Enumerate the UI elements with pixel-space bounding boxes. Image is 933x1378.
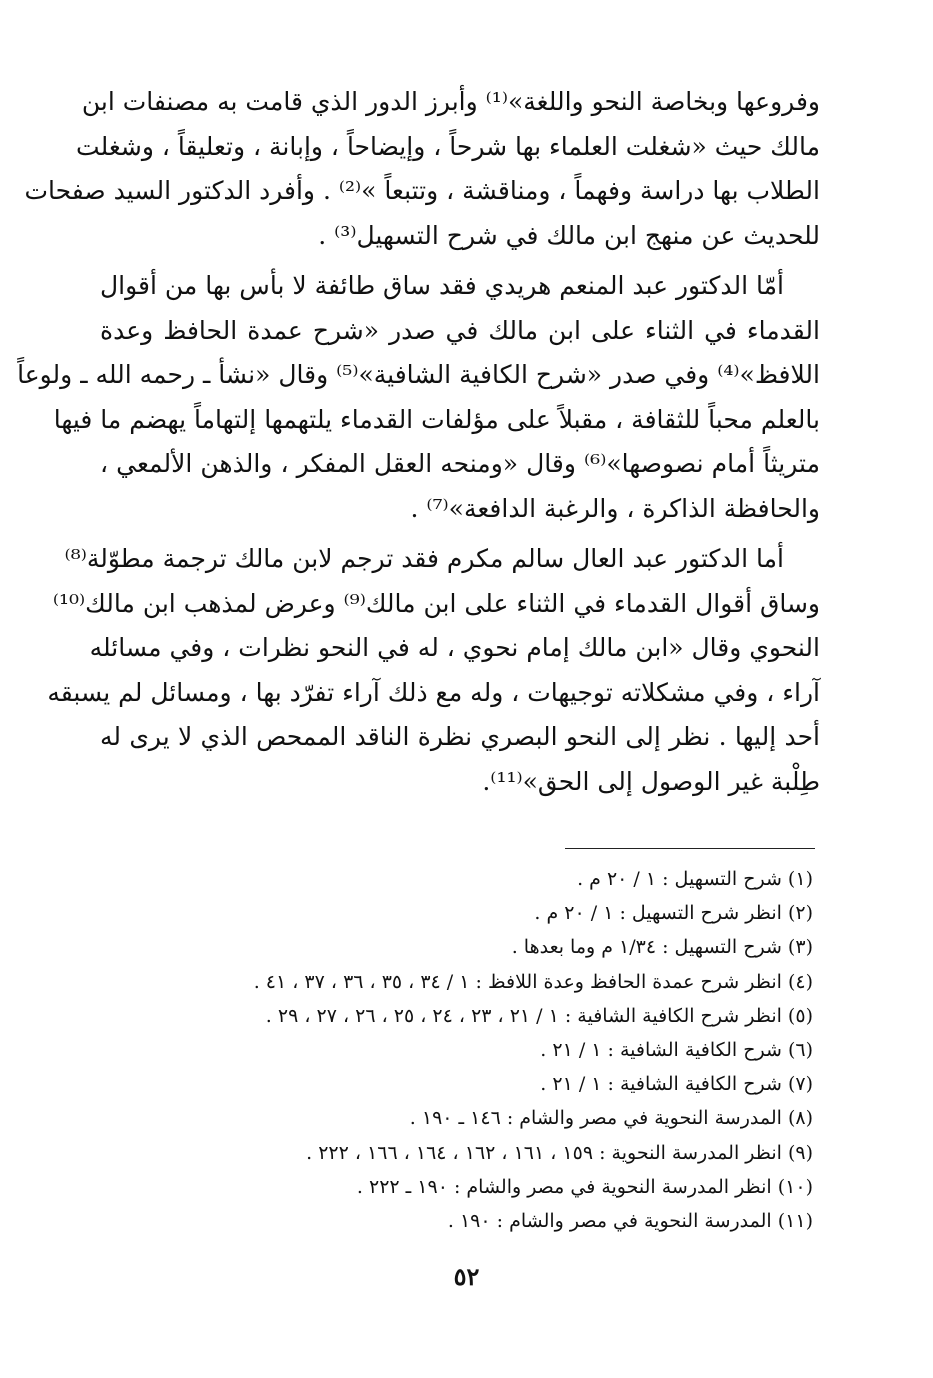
text-line: اللافظ»⁽⁴⁾ وفي صدر «شرح الكافية الشافية»⁽⁵⁾ وقال «نشأ ـ رحمه الله ـ ولوعاً bbox=[17, 360, 820, 389]
text-line: والحافظة الذاكرة ، والرغبة الدافعة»⁽⁷⁾ . bbox=[410, 493, 820, 523]
footnotes bbox=[123, 862, 813, 1238]
text-line: طِلْبة غير الوصول إلى الحق»⁽¹¹⁾. bbox=[482, 766, 820, 796]
footnote-8: (٨) المدرسة النحوية في مصر والشام : ١٤٦ ـ ١٩٠ . bbox=[409, 1107, 813, 1130]
footnote-6: (٦) شرح الكافية الشافية : ١ / ٢١ . bbox=[540, 1039, 813, 1062]
text-line: بالعلم محباً للثقافة ، مقبلاً على مؤلفات القدماء يلتهمها إلتهاماً يهضم ما فيها bbox=[53, 404, 820, 434]
text-line: وساق أقوال القدماء في الثناء على ابن مالك⁽⁹⁾ وعرض لمذهب ابن مالك⁽¹⁰⁾ bbox=[52, 588, 820, 618]
text-line: وفروعها وبخاصة النحو واللغة»⁽¹⁾ وأبرز الدور الذي قامت به مصنفات ابن bbox=[81, 87, 820, 116]
footnote-2: (٢) انظر شرح التسهيل : ١ / ٢٠ م . bbox=[534, 902, 813, 925]
text-line: أما الدكتور عبد العال سالم مكرم فقد ترجم لابن مالك ترجمة مطوّلة⁽⁸⁾ bbox=[64, 544, 784, 573]
footnote-separator bbox=[565, 848, 815, 849]
footnote-7: (٧) شرح الكافية الشافية : ١ / ٢١ . bbox=[540, 1073, 813, 1096]
main-text bbox=[17, 80, 820, 804]
footnote-3: (٣) شرح التسهيل : ١/٣٤ م وما بعدها . bbox=[511, 936, 813, 959]
text-line: مالك حيث «شغلت العلماء بها شرحاً ، وإيضاحاً ، وإبانة ، وتعليقاً ، وشغلت bbox=[76, 131, 820, 161]
footnote-9: (٩) انظر المدرسة النحوية : ١٥٩ ، ١٦١ ، ١٦٢ ، ١٦٤ ، ١٦٦ ، ٢٢٢ . bbox=[306, 1141, 813, 1164]
page-number: ٥٢ bbox=[453, 1262, 480, 1291]
text-line: للحديث عن منهج ابن مالك في شرح التسهيل⁽³⁾ . bbox=[318, 220, 820, 250]
text-line: الطلاب بها دراسة وفهماً ، ومناقشة ، وتتبعاً »⁽²⁾ . وأفرد الدكتور السيد صفحات bbox=[24, 176, 820, 205]
footnote-4: (٤) انظر شرح عمدة الحافظ وعدة اللافظ : ١ / ٣٤ ، ٣٥ ، ٣٦ ، ٣٧ ، ٤١ . bbox=[253, 970, 813, 993]
footnote-1: (١) شرح التسهيل : ١ / ٢٠ م . bbox=[577, 868, 813, 890]
footnote-5: (٥) انظر شرح الكافية الشافية : ١ / ٢١ ، ٢٣ ، ٢٤ ، ٢٥ ، ٢٦ ، ٢٧ ، ٢٩ . bbox=[265, 1004, 813, 1027]
paragraph-2 bbox=[17, 264, 820, 531]
text-line: أحد إليها . نظر إلى النحو البصري نظرة الناقد الممحص الذي لا يرى له bbox=[100, 722, 820, 751]
paragraph-3 bbox=[47, 537, 820, 804]
footnote-11: (١١) المدرسة النحوية في مصر والشام : ١٩٠ . bbox=[447, 1210, 813, 1233]
paragraph-1 bbox=[24, 80, 820, 258]
text-line: آراء ، وفي مشكلاته توجيهات ، وله مع ذلك آراء تفرّد بها ، ومسائل لم يسبقه bbox=[47, 677, 820, 707]
footnote-10: (١٠) انظر المدرسة النحوية في مصر والشام : ١٩٠ ـ ٢٢٢ . bbox=[356, 1175, 813, 1198]
text-line: النحوي وقال «ابن مالك إمام نحوي ، له في النحو نظرات ، وفي مسائله bbox=[89, 633, 820, 662]
text-line: أمّا الدكتور عبد المنعم هريدي فقد ساق طائفة لا بأس بها من أقوال bbox=[100, 271, 784, 300]
text-line: القدماء في الثناء على ابن مالك في صدر «شرح عمدة الحافظ وعدة bbox=[100, 315, 820, 345]
text-line: متريثاً أمام نصوصها»⁽⁶⁾ وقال «ومنحه العقل المفكر ، والذهن الألمعي ، bbox=[100, 449, 820, 478]
